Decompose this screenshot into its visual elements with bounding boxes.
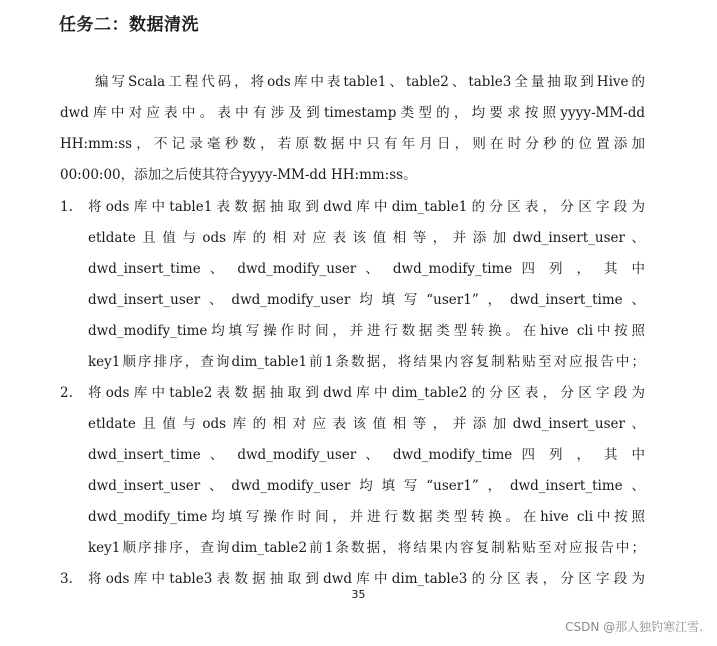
intro-line: 编写Scala工程代码，将ods库中表table1、table2、table3全量抽取到Hive的 [95, 74, 645, 90]
list-item-line: dwd_insert_user、dwd_modify_user均填写“user1”，dwd_insert_time、 [88, 292, 645, 308]
list-item-line: 将ods库中table1表数据抽取到dwd库中dim_table1的分区表，分区字段为 [88, 199, 645, 215]
list-item-number: 2. [60, 385, 73, 401]
intro-line: HH:mm:ss，不记录毫秒数，若原数据中只有年月日，则在时分秒的位置添加 [60, 136, 645, 152]
list-item-line: etldate且值与ods库的相对应表该值相等，并添加dwd_insert_user、 [88, 416, 645, 432]
list-item-line: dwd_modify_time均填写操作时间，并进行数据类型转换。在hive cli中按照 [88, 509, 645, 525]
list-item-line: dwd_insert_time 、 dwd_modify_user 、 dwd_modify_time 四 列 ， 其 中 [88, 447, 645, 463]
section-title: 任务二：数据清洗 [59, 15, 199, 35]
list-item-line: etldate且值与ods库的相对应表该值相等，并添加dwd_insert_user、 [88, 230, 645, 246]
intro-line: 00:00:00，添加之后使其符合yyyy-MM-dd HH:mm:ss。 [60, 167, 417, 183]
list-item-line: key1顺序排序，查询dim_table1前1条数据，将结果内容复制粘贴至对应报告中； [88, 354, 645, 370]
list-item-line: dwd_modify_time均填写操作时间，并进行数据类型转换。在hive cli中按照 [88, 323, 645, 339]
list-item-number: 3. [60, 571, 73, 587]
list-item-line: 将ods库中table2表数据抽取到dwd库中dim_table2的分区表，分区字段为 [88, 385, 645, 401]
list-item-number: 1. [60, 199, 73, 215]
list-item-line: dwd_insert_user、dwd_modify_user均填写“user1”，dwd_insert_time、 [88, 478, 645, 494]
intro-line: dwd库中对应表中。表中有涉及到timestamp类型的，均要求按照yyyy-MM-dd [60, 105, 645, 121]
list-item-line: 将ods库中table3表数据抽取到dwd库中dim_table3的分区表，分区字段为 [88, 571, 645, 587]
list-item-line: dwd_insert_time 、 dwd_modify_user 、 dwd_modify_time 四 列 ， 其 中 [88, 261, 645, 277]
list-item-line: key1顺序排序，查询dim_table2前1条数据，将结果内容复制粘贴至对应报告中； [88, 540, 645, 556]
page-number: 35 [351, 588, 366, 601]
watermark: CSDN @那人独钓寒江雪. [565, 620, 703, 634]
